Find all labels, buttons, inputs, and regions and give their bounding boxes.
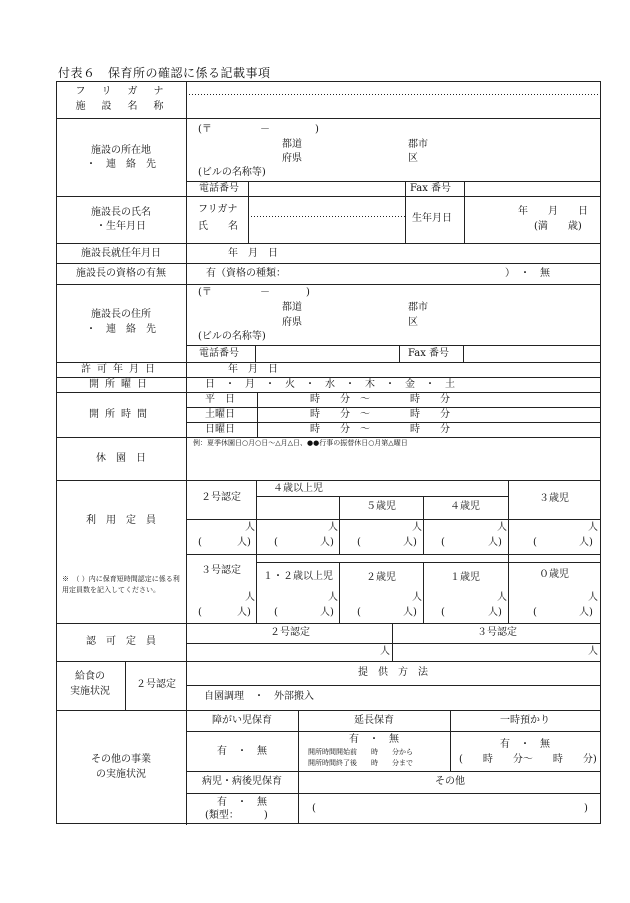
cap-paren-close: 人) xyxy=(488,537,502,548)
director-name-label: 氏 名 xyxy=(198,221,238,232)
cap-unit: 人 xyxy=(588,522,598,533)
meals-label-1: 給食の xyxy=(75,671,105,682)
weekday-label: 平 日 xyxy=(205,394,235,405)
other-disabled: 障がい児保育 xyxy=(212,715,272,726)
cap-unit: 人 xyxy=(245,522,255,533)
d-todo-label: 都道 xyxy=(282,302,302,313)
age-value: (満 歳) xyxy=(534,221,582,232)
cap-cert2: ２号認定 xyxy=(201,492,241,503)
capacity-note: ※ （ ）内に保育短時間認定に係る利用定員数を記入してください。 xyxy=(62,575,180,594)
postal-open: (〒 xyxy=(198,124,212,135)
todo-label: 都道 xyxy=(282,139,302,150)
weekday-value: 時 分 ～ 時 分 xyxy=(310,394,450,405)
cap-unit: 人 xyxy=(412,592,422,603)
saturday-label: 土曜日 xyxy=(205,409,235,420)
cap-paren-close: 人) xyxy=(237,607,251,618)
saturday-value: 時 分 ～ 時 分 xyxy=(310,409,450,420)
postal-close: ) xyxy=(315,124,319,135)
cap-paren-open: ( xyxy=(441,537,445,548)
others-close: ) xyxy=(584,803,588,814)
cap-paren-close: 人) xyxy=(579,537,593,548)
cap-unit: 人 xyxy=(497,592,507,603)
other-extended: 延長保育 xyxy=(354,715,394,726)
postal-dash: － xyxy=(260,124,270,135)
cap-paren-open: ( xyxy=(441,607,445,618)
meals-cert2: ２号認定 xyxy=(136,679,176,690)
fuken-label: 府県 xyxy=(282,153,302,164)
cap-age3: ３歳児 xyxy=(539,493,569,504)
ku-label: 区 xyxy=(408,153,418,164)
approved-label: 認 可 定 員 xyxy=(86,636,156,647)
other-sick: 病児・病後児保育 xyxy=(202,776,282,787)
cap-paren-open: ( xyxy=(357,607,361,618)
approved-unit: 人 xyxy=(380,646,390,657)
cap-paren-close: 人) xyxy=(403,607,417,618)
meals-method: 提 供 方 法 xyxy=(358,667,428,678)
cap-paren-open: ( xyxy=(274,537,278,548)
others-open: ( xyxy=(312,803,316,814)
building-label: (ビルの名称等) xyxy=(198,167,266,178)
other-others: その他 xyxy=(435,776,465,787)
capacity-label: 利 用 定 員 xyxy=(86,515,156,526)
holidays-label: 休 園 日 xyxy=(96,453,146,464)
sick-type: (類型： ) xyxy=(205,810,268,821)
cap-cert3: ３号認定 xyxy=(201,565,241,576)
director-label-1: 施設長の氏名 xyxy=(91,207,151,218)
director-label-2: ・生年月日 xyxy=(96,221,146,232)
sunday-label: 日曜日 xyxy=(205,424,235,435)
open-hours-label: 開所時間 xyxy=(89,409,153,420)
form-title: 付表６ 保育所の確認に係る記載事項 xyxy=(58,66,271,80)
d-postal-dash: － xyxy=(260,287,270,298)
cap-age4: ４歳児 xyxy=(450,501,480,512)
cap-unit: 人 xyxy=(245,592,255,603)
d-ku-label: 区 xyxy=(408,317,418,328)
approved-unit: 人 xyxy=(588,646,598,657)
other-temporary: 一時預かり xyxy=(500,715,550,726)
fax-label: Fax 番号 xyxy=(410,183,452,194)
d-postal-close: ) xyxy=(306,287,310,298)
appointed-label: 施設長就任年月日 xyxy=(81,248,161,259)
extended-start: 開所時間開始前 時 分から xyxy=(308,748,413,756)
cap-paren-close: 人) xyxy=(320,537,334,548)
director-address-label-2: ・ 連 絡 先 xyxy=(86,324,156,335)
qualification-label: 施設長の資格の有無 xyxy=(76,268,166,279)
disabled-yesno: 有 ・ 無 xyxy=(217,746,267,757)
approved-cert3: ３号認定 xyxy=(477,627,517,638)
sunday-value: 時 分 ～ 時 分 xyxy=(310,424,450,435)
open-days-label: 開所曜日 xyxy=(89,379,153,390)
open-days-value: 日 ・ 月 ・ 火 ・ 水 ・ 木 ・ 金 ・ 土 xyxy=(205,379,455,390)
temporary-time: ( 時 分～ 時 分) xyxy=(459,754,597,765)
cap-paren-close: 人) xyxy=(488,607,502,618)
d-fax-label: Fax 番号 xyxy=(408,348,450,359)
birth-label: 生年月日 xyxy=(412,213,452,224)
cap-age2: ２歳児 xyxy=(366,572,396,583)
approved-cert2: ２号認定 xyxy=(270,627,310,638)
birth-date-value: 年 月 日 xyxy=(518,206,588,217)
phone-label: 電話番号 xyxy=(199,183,239,194)
cap-paren-close: 人) xyxy=(403,537,417,548)
director-address-label-1: 施設長の住所 xyxy=(91,309,151,320)
d-phone-label: 電話番号 xyxy=(199,348,239,359)
cap-unit: 人 xyxy=(328,522,338,533)
d-gunshi-label: 郡市 xyxy=(408,302,428,313)
cap-paren-close: 人) xyxy=(320,607,334,618)
cap-paren-open: ( xyxy=(533,537,537,548)
sick-yesno: 有 ・ 無 xyxy=(217,797,267,808)
address-label-1: 施設の所在地 xyxy=(91,145,151,156)
cap-paren-open: ( xyxy=(198,537,202,548)
cap-paren-close: 人) xyxy=(579,607,593,618)
cap-age0: ０歳児 xyxy=(539,569,569,580)
meals-label-2: 実施状況 xyxy=(70,686,110,697)
cap-unit: 人 xyxy=(497,522,507,533)
qualification-close: ） ・ 無 xyxy=(505,268,550,279)
other-label-1: その他の事業 xyxy=(91,754,151,765)
extended-yesno: 有 ・ 無 xyxy=(349,734,399,745)
cap-unit: 人 xyxy=(412,522,422,533)
qualification-value: 有（資格の種類： xyxy=(206,268,286,279)
cap-paren-close: 人) xyxy=(237,537,251,548)
cap-unit: 人 xyxy=(588,592,598,603)
d-building-label: (ビルの名称等) xyxy=(198,331,266,342)
cap-paren-open: ( xyxy=(198,607,202,618)
cap-paren-open: ( xyxy=(533,607,537,618)
cap-unit: 人 xyxy=(328,592,338,603)
cap-age1: １歳児 xyxy=(450,572,480,583)
facility-name-label: 施 設 名 称 xyxy=(75,101,167,112)
d-fuken-label: 府県 xyxy=(282,317,302,328)
cap-paren-open: ( xyxy=(274,607,278,618)
gunshi-label: 郡市 xyxy=(408,139,428,150)
license-value: 年 月 日 xyxy=(228,364,278,375)
license-label: 許可年月日 xyxy=(81,364,161,375)
address-label-2: ・ 連 絡 先 xyxy=(86,159,156,170)
cap-age5: ５歳児 xyxy=(366,501,396,512)
cap-age12: １・２歳以上児 xyxy=(263,571,333,582)
extended-end: 開所時間終了後 時 分まで xyxy=(308,759,413,767)
furigana-label: フ リ ガ ナ xyxy=(75,86,167,97)
cap-over4: ４歳以上児 xyxy=(273,483,323,494)
director-furigana-label: フリガナ xyxy=(198,204,238,215)
appointed-value: 年 月 日 xyxy=(228,248,278,259)
d-postal-open: (〒 xyxy=(198,287,212,298)
cap-paren-open: ( xyxy=(357,537,361,548)
other-label-2: の実施状況 xyxy=(96,769,146,780)
temporary-yesno: 有 ・ 無 xyxy=(500,739,550,750)
meals-options: 自園調理 ・ 外部搬入 xyxy=(204,691,314,702)
holidays-example: 例：夏季休園日○月○日～△月△日、●●行事の振替休日○月第△曜日 xyxy=(193,439,408,447)
